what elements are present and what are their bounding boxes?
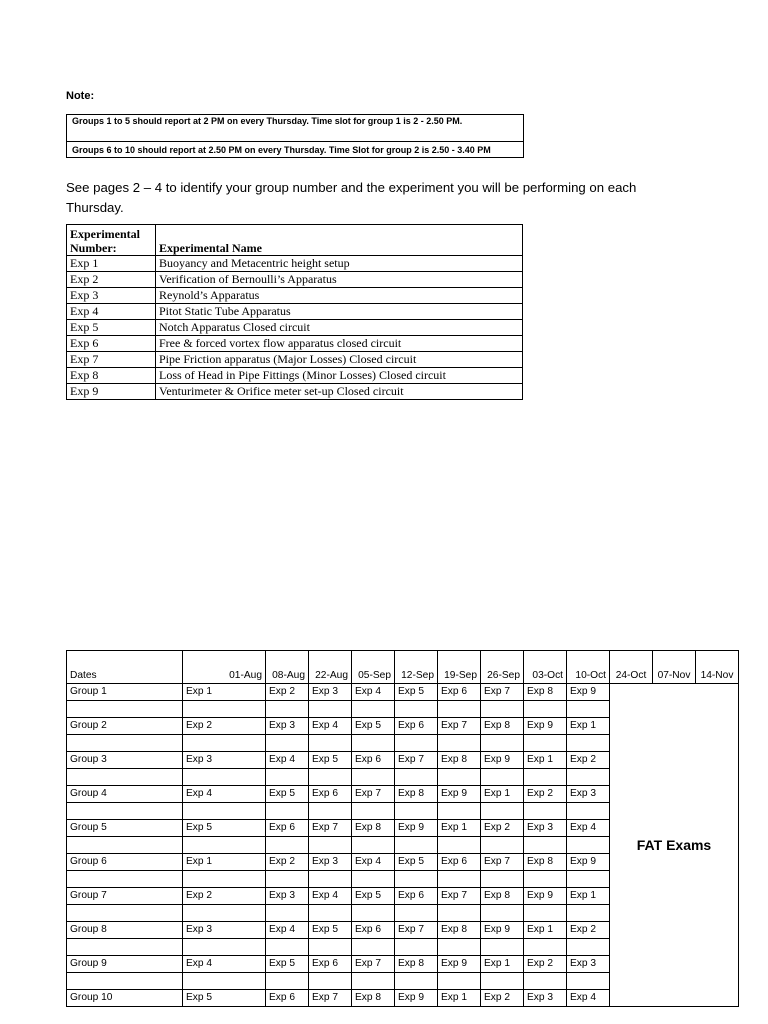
schedule-exp-cell: Exp 6 <box>266 990 309 1007</box>
experiment-number: Exp 4 <box>67 304 156 320</box>
experiments-header-name: Experimental Name <box>156 225 523 256</box>
schedule-empty-cell <box>438 803 481 820</box>
schedule-empty-cell <box>183 939 266 956</box>
experiment-name: Pipe Friction apparatus (Major Losses) Closed circuit <box>156 352 523 368</box>
schedule-exp-cell: Exp 8 <box>524 684 567 701</box>
schedule-exp-cell: Exp 2 <box>183 888 266 905</box>
schedule-empty-cell <box>481 803 524 820</box>
schedule-empty-cell <box>183 769 266 786</box>
schedule-date-header: 08-Aug <box>266 651 309 684</box>
schedule-empty-cell <box>67 973 183 990</box>
experiment-row <box>67 288 523 304</box>
schedule-empty-cell <box>481 837 524 854</box>
schedule-exp-cell: Exp 1 <box>438 990 481 1007</box>
schedule-empty-cell <box>438 905 481 922</box>
schedule-empty-cell <box>266 803 309 820</box>
schedule-exp-cell: Exp 7 <box>395 752 438 769</box>
schedule-empty-cell <box>395 735 438 752</box>
experiment-row <box>67 304 523 320</box>
schedule-exp-cell: Exp 6 <box>352 922 395 939</box>
schedule-exp-cell: Exp 9 <box>567 684 610 701</box>
schedule-exp-cell: Exp 2 <box>481 820 524 837</box>
schedule-exp-cell: Exp 4 <box>352 854 395 871</box>
schedule-exp-cell: Exp 7 <box>481 684 524 701</box>
experiment-number: Exp 9 <box>67 384 156 400</box>
experiment-row <box>67 256 523 272</box>
experiment-number: Exp 3 <box>67 288 156 304</box>
schedule-empty-cell <box>352 905 395 922</box>
schedule-exp-cell: Exp 7 <box>438 888 481 905</box>
schedule-exp-cell: Exp 5 <box>352 718 395 735</box>
schedule-empty-cell <box>567 871 610 888</box>
schedule-empty-cell <box>481 701 524 718</box>
experiment-number: Exp 1 <box>67 256 156 272</box>
schedule-empty-cell <box>481 735 524 752</box>
schedule-empty-cell <box>438 939 481 956</box>
experiment-name: Notch Apparatus Closed circuit <box>156 320 523 336</box>
schedule-empty-cell <box>352 939 395 956</box>
schedule-exp-cell: Exp 7 <box>438 718 481 735</box>
schedule-exp-cell: Exp 3 <box>524 990 567 1007</box>
schedule-exp-cell: Exp 5 <box>266 786 309 803</box>
schedule-empty-cell <box>309 769 352 786</box>
schedule-dates-label: Dates <box>67 651 183 684</box>
schedule-empty-cell <box>395 701 438 718</box>
schedule-empty-cell <box>183 973 266 990</box>
experiment-name: Buoyancy and Metacentric height setup <box>156 256 523 272</box>
schedule-empty-cell <box>524 905 567 922</box>
schedule-empty-cell <box>352 701 395 718</box>
schedule-empty-cell <box>67 905 183 922</box>
experiments-header-number-line2: Number: <box>70 241 117 255</box>
schedule-empty-cell <box>183 837 266 854</box>
note-box <box>66 114 524 158</box>
schedule-date-header: 03-Oct <box>524 651 567 684</box>
schedule-exp-cell: Exp 9 <box>395 820 438 837</box>
schedule-exp-cell: Exp 5 <box>309 752 352 769</box>
schedule-exp-cell: Exp 1 <box>183 854 266 871</box>
schedule-exp-cell: Exp 1 <box>438 820 481 837</box>
schedule-exp-cell: Exp 3 <box>309 684 352 701</box>
schedule-exp-cell: Exp 2 <box>524 786 567 803</box>
schedule-exp-cell: Exp 1 <box>524 922 567 939</box>
schedule-exp-cell: Exp 1 <box>481 786 524 803</box>
schedule-exp-cell: Exp 1 <box>567 888 610 905</box>
schedule-empty-cell <box>395 837 438 854</box>
schedule-group-name: Group 4 <box>67 786 183 803</box>
schedule-empty-cell <box>352 735 395 752</box>
schedule-exp-cell: Exp 8 <box>352 820 395 837</box>
schedule-exp-cell: Exp 7 <box>352 956 395 973</box>
schedule-empty-cell <box>266 769 309 786</box>
schedule-empty-cell <box>395 905 438 922</box>
schedule-exp-cell: Exp 2 <box>481 990 524 1007</box>
experiment-name: Pitot Static Tube Apparatus <box>156 304 523 320</box>
schedule-empty-cell <box>481 769 524 786</box>
schedule-empty-cell <box>438 871 481 888</box>
schedule-exp-cell: Exp 8 <box>395 956 438 973</box>
schedule-exp-cell: Exp 3 <box>183 922 266 939</box>
schedule-exp-cell: Exp 4 <box>266 922 309 939</box>
schedule-exp-cell: Exp 6 <box>395 718 438 735</box>
schedule-exp-cell: Exp 4 <box>567 990 610 1007</box>
schedule-exp-cell: Exp 4 <box>567 820 610 837</box>
schedule-exp-cell: Exp 7 <box>352 786 395 803</box>
experiment-row <box>67 352 523 368</box>
schedule-empty-cell <box>67 701 183 718</box>
schedule-group-name: Group 7 <box>67 888 183 905</box>
schedule-exp-cell: Exp 2 <box>266 684 309 701</box>
experiment-number: Exp 2 <box>67 272 156 288</box>
schedule-empty-cell <box>567 735 610 752</box>
schedule-exp-cell: Exp 1 <box>567 718 610 735</box>
schedule-exp-cell: Exp 6 <box>395 888 438 905</box>
intro-paragraph: See pages 2 – 4 to identify your group number and the experiment you will be performing on each Thursday. <box>66 180 637 215</box>
schedule-exp-cell: Exp 8 <box>395 786 438 803</box>
schedule-date-header: 05-Sep <box>352 651 395 684</box>
schedule-empty-cell <box>567 837 610 854</box>
schedule-date-header: 01-Aug <box>183 651 266 684</box>
schedule-exp-cell: Exp 4 <box>266 752 309 769</box>
experiment-row <box>67 320 523 336</box>
schedule-exp-cell: Exp 1 <box>481 956 524 973</box>
schedule-exp-cell: Exp 2 <box>567 752 610 769</box>
schedule-exp-cell: Exp 5 <box>266 956 309 973</box>
schedule-exp-cell: Exp 2 <box>266 854 309 871</box>
experiment-name: Loss of Head in Pipe Fittings (Minor Losses) Closed circuit <box>156 368 523 384</box>
schedule-exp-cell: Exp 3 <box>567 956 610 973</box>
schedule-date-header: 22-Aug <box>309 651 352 684</box>
schedule-empty-cell <box>67 871 183 888</box>
schedule-exp-cell: Exp 9 <box>395 990 438 1007</box>
schedule-empty-cell <box>524 701 567 718</box>
note-divider <box>67 141 523 142</box>
schedule-empty-cell <box>395 939 438 956</box>
schedule-group-name: Group 9 <box>67 956 183 973</box>
schedule-exp-cell: Exp 6 <box>352 752 395 769</box>
schedule-exp-cell: Exp 4 <box>183 786 266 803</box>
schedule-empty-cell <box>183 905 266 922</box>
schedule-date-header: 14-Nov <box>696 651 739 684</box>
schedule-exp-cell: Exp 5 <box>183 990 266 1007</box>
schedule-date-header: 10-Oct <box>567 651 610 684</box>
schedule-empty-cell <box>524 769 567 786</box>
schedule-exp-cell: Exp 6 <box>266 820 309 837</box>
schedule-empty-cell <box>352 973 395 990</box>
schedule-empty-cell <box>266 701 309 718</box>
schedule-exp-cell: Exp 5 <box>183 820 266 837</box>
note-label: Note: <box>66 90 95 102</box>
schedule-empty-cell <box>266 871 309 888</box>
schedule-empty-cell <box>524 939 567 956</box>
schedule-group-row <box>67 684 739 701</box>
experiment-number: Exp 6 <box>67 336 156 352</box>
schedule-exp-cell: Exp 9 <box>524 718 567 735</box>
experiment-row <box>67 336 523 352</box>
schedule-empty-cell <box>352 837 395 854</box>
schedule-empty-cell <box>309 905 352 922</box>
schedule-empty-cell <box>266 905 309 922</box>
schedule-empty-cell <box>567 769 610 786</box>
schedule-exp-cell: Exp 4 <box>309 718 352 735</box>
fat-exams-cell: FAT Exams <box>610 684 739 1007</box>
schedule-exp-cell: Exp 9 <box>481 922 524 939</box>
schedule-date-header: 07-Nov <box>653 651 696 684</box>
schedule-empty-cell <box>266 735 309 752</box>
schedule-empty-cell <box>309 837 352 854</box>
schedule-exp-cell: Exp 8 <box>352 990 395 1007</box>
experiments-header-number-line1: Experimental <box>70 227 140 241</box>
schedule-empty-cell <box>395 769 438 786</box>
schedule-empty-cell <box>309 701 352 718</box>
schedule-group-name: Group 1 <box>67 684 183 701</box>
schedule-exp-cell: Exp 8 <box>481 718 524 735</box>
schedule-empty-cell <box>67 803 183 820</box>
schedule-empty-cell <box>438 735 481 752</box>
schedule-empty-cell <box>67 837 183 854</box>
schedule-empty-cell <box>524 803 567 820</box>
schedule-exp-cell: Exp 5 <box>395 854 438 871</box>
schedule-empty-cell <box>567 701 610 718</box>
schedule-exp-cell: Exp 9 <box>438 786 481 803</box>
schedule-exp-cell: Exp 7 <box>481 854 524 871</box>
schedule-group-name: Group 6 <box>67 854 183 871</box>
schedule-group-name: Group 8 <box>67 922 183 939</box>
experiments-header-row <box>67 225 523 256</box>
schedule-table <box>66 650 739 1007</box>
schedule-exp-cell: Exp 5 <box>309 922 352 939</box>
schedule-date-header: 19-Sep <box>438 651 481 684</box>
schedule-exp-cell: Exp 7 <box>309 820 352 837</box>
schedule-exp-cell: Exp 3 <box>309 854 352 871</box>
schedule-group-name: Group 3 <box>67 752 183 769</box>
schedule-empty-cell <box>309 973 352 990</box>
schedule-empty-cell <box>438 973 481 990</box>
schedule-empty-cell <box>266 837 309 854</box>
note-line-2: Groups 6 to 10 should report at 2.50 PM on every Thursday. Time Slot for group 2 is 2.50 - 3.40 PM <box>72 145 491 155</box>
schedule-exp-cell: Exp 6 <box>438 684 481 701</box>
note-line-1: Groups 1 to 5 should report at 2 PM on every Thursday. Time slot for group 1 is 2 - 2.50 PM. <box>72 116 463 126</box>
schedule-date-header: 24-Oct <box>610 651 653 684</box>
schedule-empty-cell <box>183 871 266 888</box>
schedule-empty-cell <box>309 871 352 888</box>
schedule-empty-cell <box>67 735 183 752</box>
schedule-empty-cell <box>266 973 309 990</box>
schedule-empty-cell <box>524 735 567 752</box>
schedule-exp-cell: Exp 3 <box>183 752 266 769</box>
schedule-empty-cell <box>481 905 524 922</box>
schedule-empty-cell <box>524 871 567 888</box>
schedule-exp-cell: Exp 1 <box>183 684 266 701</box>
experiment-number: Exp 5 <box>67 320 156 336</box>
schedule-exp-cell: Exp 4 <box>352 684 395 701</box>
schedule-empty-cell <box>395 871 438 888</box>
experiment-row <box>67 368 523 384</box>
experiment-name: Reynold’s Apparatus <box>156 288 523 304</box>
schedule-exp-cell: Exp 7 <box>395 922 438 939</box>
schedule-exp-cell: Exp 8 <box>438 752 481 769</box>
schedule-exp-cell: Exp 9 <box>567 854 610 871</box>
experiment-number: Exp 7 <box>67 352 156 368</box>
experiment-name: Free & forced vortex flow apparatus closed circuit <box>156 336 523 352</box>
schedule-empty-cell <box>309 735 352 752</box>
schedule-group-name: Group 10 <box>67 990 183 1007</box>
schedule-exp-cell: Exp 6 <box>309 956 352 973</box>
schedule-group-name: Group 2 <box>67 718 183 735</box>
schedule-exp-cell: Exp 4 <box>309 888 352 905</box>
schedule-exp-cell: Exp 6 <box>438 854 481 871</box>
schedule-empty-cell <box>438 701 481 718</box>
experiment-name: Verification of Bernoulli’s Apparatus <box>156 272 523 288</box>
schedule-exp-cell: Exp 3 <box>266 718 309 735</box>
schedule-empty-cell <box>309 803 352 820</box>
experiments-table <box>66 224 523 400</box>
schedule-empty-cell <box>352 871 395 888</box>
schedule-exp-cell: Exp 2 <box>567 922 610 939</box>
schedule-exp-cell: Exp 3 <box>266 888 309 905</box>
experiment-name: Venturimeter & Orifice meter set-up Closed circuit <box>156 384 523 400</box>
schedule-empty-cell <box>481 973 524 990</box>
schedule-exp-cell: Exp 3 <box>567 786 610 803</box>
schedule-empty-cell <box>183 735 266 752</box>
schedule-exp-cell: Exp 3 <box>524 820 567 837</box>
experiment-number: Exp 8 <box>67 368 156 384</box>
schedule-empty-cell <box>567 803 610 820</box>
schedule-empty-cell <box>309 939 352 956</box>
schedule-empty-cell <box>67 769 183 786</box>
schedule-exp-cell: Exp 8 <box>524 854 567 871</box>
schedule-empty-cell <box>438 769 481 786</box>
schedule-exp-cell: Exp 5 <box>352 888 395 905</box>
schedule-empty-cell <box>183 803 266 820</box>
schedule-empty-cell <box>567 939 610 956</box>
schedule-empty-cell <box>524 973 567 990</box>
schedule-empty-cell <box>481 939 524 956</box>
schedule-empty-cell <box>481 871 524 888</box>
experiment-row <box>67 384 523 400</box>
schedule-exp-cell: Exp 1 <box>524 752 567 769</box>
schedule-exp-cell: Exp 9 <box>524 888 567 905</box>
schedule-empty-cell <box>438 837 481 854</box>
schedule-empty-cell <box>524 837 567 854</box>
schedule-empty-cell <box>567 905 610 922</box>
schedule-empty-cell <box>395 803 438 820</box>
schedule-exp-cell: Exp 5 <box>395 684 438 701</box>
schedule-exp-cell: Exp 9 <box>481 752 524 769</box>
schedule-empty-cell <box>395 973 438 990</box>
schedule-empty-cell <box>266 939 309 956</box>
schedule-exp-cell: Exp 6 <box>309 786 352 803</box>
schedule-exp-cell: Exp 2 <box>183 718 266 735</box>
schedule-exp-cell: Exp 4 <box>183 956 266 973</box>
schedule-date-header: 12-Sep <box>395 651 438 684</box>
schedule-empty-cell <box>352 803 395 820</box>
schedule-empty-cell <box>567 973 610 990</box>
schedule-exp-cell: Exp 7 <box>309 990 352 1007</box>
schedule-exp-cell: Exp 2 <box>524 956 567 973</box>
schedule-empty-cell <box>67 939 183 956</box>
experiment-row <box>67 272 523 288</box>
schedule-group-name: Group 5 <box>67 820 183 837</box>
schedule-empty-cell <box>352 769 395 786</box>
schedule-header-row <box>67 651 739 684</box>
schedule-exp-cell: Exp 9 <box>438 956 481 973</box>
schedule-exp-cell: Exp 8 <box>481 888 524 905</box>
schedule-date-header: 26-Sep <box>481 651 524 684</box>
schedule-empty-cell <box>183 701 266 718</box>
experiments-header-number <box>67 225 156 256</box>
schedule-exp-cell: Exp 8 <box>438 922 481 939</box>
